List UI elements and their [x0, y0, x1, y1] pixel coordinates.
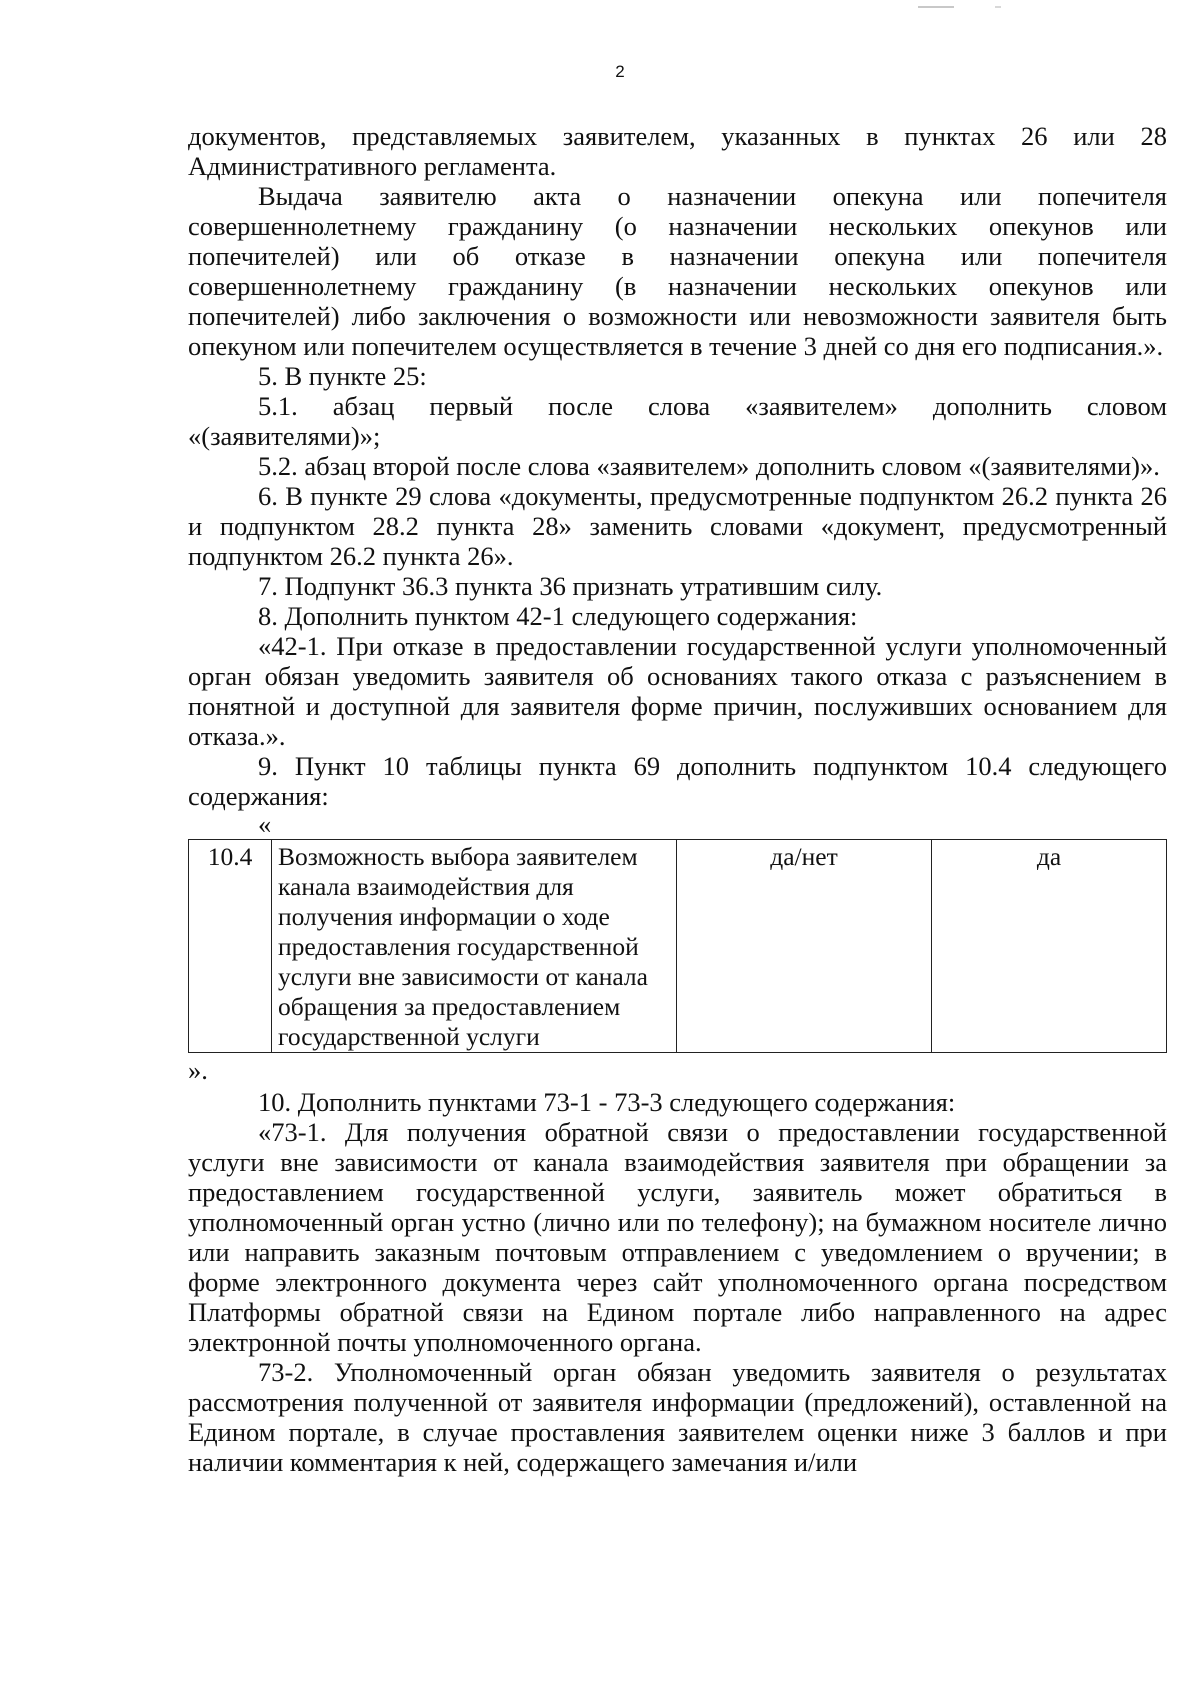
paragraph: 9. Пункт 10 таблицы пункта 69 дополнить подпунктом 10.4 следующего содержания: [188, 751, 1167, 811]
paragraph: 8. Дополнить пунктом 42-1 следующего содержания: [258, 601, 858, 631]
table-cell-description: Возможность выбора заявителем канала взаимодействия для получения информации о ходе предоставления государственной услуги вне зависимости от канала обращения за предоставлением государственной услуги [272, 840, 677, 1053]
table-cell-number: 10.4 [189, 840, 272, 1053]
scan-artifact [995, 6, 1001, 8]
paragraph: 10. Дополнить пунктами 73-1 - 73-3 следующего содержания: [258, 1087, 956, 1117]
paragraph: 5. В пункте 25: [258, 361, 427, 391]
quote-open-mark: « [258, 809, 272, 839]
table-cell-value: да [932, 840, 1167, 1053]
document-body [188, 121, 1167, 1477]
paragraph: 6. В пункте 29 слова «документы, предусмотренные подпунктом 26.2 пункта 26 и подпунктом 28.2 пункта 28» заменить словами «документ, предусмотренный подпунктом 26.2 пункта 26». [188, 481, 1167, 571]
paragraph: «42-1. При отказе в предоставлении государственной услуги уполномоченный орган обязан уведомить заявителя об основаниях такого отказа с разъяснением в понятной и доступной для заявителя форме причин, послуживших основанием для отказа.». [188, 631, 1167, 751]
insert-table [188, 839, 1167, 1053]
paragraph: 7. Подпункт 36.3 пункта 36 признать утратившим силу. [258, 571, 883, 601]
table-row [189, 840, 1167, 1053]
paragraph: 5.2. абзац второй после слова «заявителем» дополнить словом «(заявителями)». [258, 451, 1160, 481]
page-number: 2 [615, 62, 625, 81]
scan-artifact [918, 6, 954, 8]
paragraph: 5.1. абзац первый после слова «заявителем» дополнить словом «(заявителями)»; [188, 391, 1167, 451]
paragraph: Выдача заявителю акта о назначении опекуна или попечителя совершеннолетнему гражданину (о назначении нескольких опекунов или попечителей) или об отказе в назначении опекуна или попечителя совершеннолетнему гражданину (в назначении нескольких опекунов или попечителей) либо заключения о возможности или невозможности заявителя быть опекуном или попечителем осуществляется в течение 3 дней со дня его подписания.». [188, 181, 1167, 361]
paragraph: документов, представляемых заявителем, указанных в пунктах 26 или 28 Административного регламента. [188, 121, 1167, 181]
paragraph: «73-1. Для получения обратной связи о предоставлении государственной услуги вне зависимости от канала взаимодействия заявителя при обращении за предоставлением государственной услуги, заявитель может обратиться в уполномоченный орган устно (лично или по телефону); на бумажном носителе лично или направить заказным почтовым отправлением с уведомлением о вручении; в форме электронного документа через сайт уполномоченного органа посредством Платформы обратной связи на Едином портале либо направленного на адрес электронной почты уполномоченного органа. [188, 1117, 1167, 1357]
paragraph: 73-2. Уполномоченный орган обязан уведомить заявителя о результатах рассмотрения полученной от заявителя информации (предложений), оставленной на Едином портале, в случае проставления заявителем оценки ниже 3 баллов и при наличии комментария к ней, содержащего замечания и/или [188, 1357, 1167, 1477]
quote-close-mark: ». [188, 1055, 208, 1085]
table-cell-unit: да/нет [677, 840, 932, 1053]
